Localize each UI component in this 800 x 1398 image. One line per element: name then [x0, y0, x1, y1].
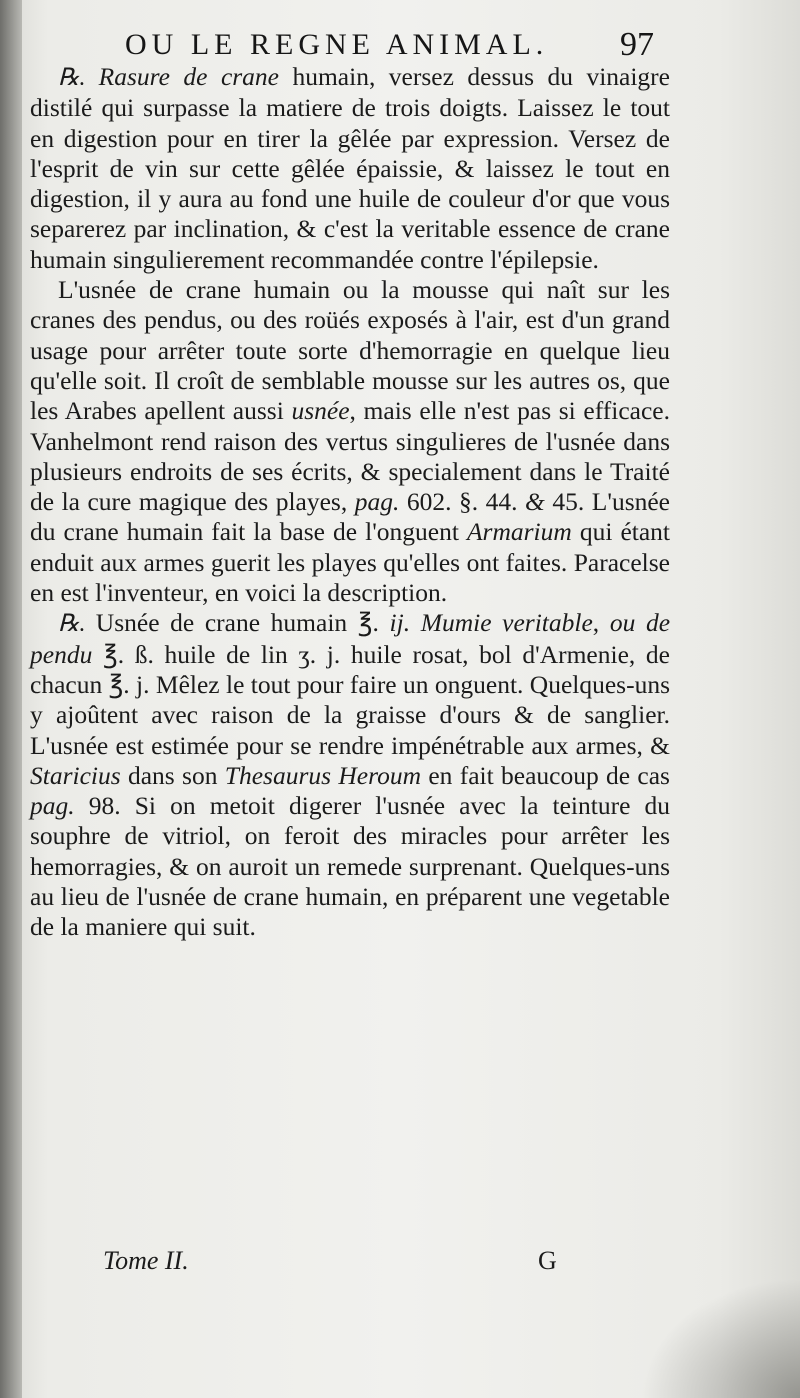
page-number: 97 — [620, 26, 654, 63]
italic-run: Rasure de crane — [98, 62, 279, 91]
page-footer — [0, 1246, 800, 1286]
italic-run: usnée — [291, 396, 350, 426]
page-corner-shadow — [640, 1278, 800, 1398]
paragraph-onguent-recipe — [30, 608, 670, 942]
text-run: 45. L'usnée du crane humain fait la base de l'onguent — [30, 487, 671, 547]
text-run: L'usnée de crane humain ou la mousse qui naît sur les cranes des pendus, ou des roüés exposés à l'air, est d'un grand usage pour arrêter toute sorte d'hemorragie en quelque lieu qu'elle soit. Il croît de semblable mousse sur les autres os, que les Arabes apellent aussi — [30, 275, 670, 426]
text-run: 98. Si on metoit digerer l'usnée avec la teinture du souphre de vitriol, on feroit des miracles pour arrêter les hemorragies, & on auroit un remede surprenant. Quelques-uns au lieu de l'usnée de crane humain, en préparent une vegetable de la maniere qui suit. — [30, 791, 670, 942]
text-run: ℥. ß. huile de lin ʒ. j. huile rosat, bol d'Armenie, de chacun ℥. j. Mêlez le tout pour faire un onguent. Quelques-uns y ajoûtent avec raison de la graisse d'ours & de sanglier. L'usnée est estimée pour se rendre impénétrable aux armes, & — [30, 639, 671, 760]
text-run: en fait beaucoup de cas — [421, 760, 670, 790]
italic-run: ij. — [389, 608, 411, 638]
paragraph-usnee-description — [30, 275, 670, 608]
italic-run: ou de pendu — [30, 608, 671, 669]
recipe-symbol: ℞. — [58, 611, 96, 638]
italic-run: Thesaurus Heroum — [224, 760, 422, 790]
body-text — [30, 62, 670, 943]
text-run: qui étant enduit aux armes guerit les playes qu'elles ont faites. Paracelse en est l'inventeur, en voici la description. — [30, 517, 670, 608]
text-run: , mais elle n'est pas si efficace. Vanhelmont rend raison des vertus singulieres de l'usnée dans plusieurs endroits de ses écrits, & specialement dans le Traité de la cure magique des playes, — [30, 396, 670, 517]
signature-mark: G — [538, 1246, 557, 1275]
paragraph-essence-recipe — [30, 62, 670, 275]
volume-label: Tome II. — [103, 1246, 189, 1275]
running-head-title: OU LE REGNE ANIMAL. — [125, 28, 549, 61]
text-run — [410, 608, 421, 637]
text-run: humain, versez dessus du vinaigre distilé qui surpasse la matiere de trois doigts. Laissez le tout en digestion pour en tirer la gêlée par expression. Versez de l'esprit de vin sur cette gêlée épaissie, & laissez le tout en digestion, il y aura au fond une huile de couleur d'or que vous separerez par inclination, & c'est la veritable essence de crane humain singulierement recommandée contre l'épilepsie. — [30, 62, 670, 274]
italic-run: Mumie veritable — [420, 608, 593, 638]
text-run: 602. §. 44. — [399, 487, 526, 517]
text-run: , — [592, 608, 610, 638]
italic-run: Armarium — [466, 517, 572, 547]
recipe-symbol: ℞. — [58, 65, 99, 91]
italic-run: pag. — [30, 791, 75, 821]
book-binding-shadow — [0, 0, 22, 1398]
italic-run: Staricius — [30, 760, 121, 790]
italic-run: & — [525, 487, 545, 517]
italic-run: pag. — [354, 487, 400, 517]
text-run: Usnée de crane humain ℥. — [95, 608, 390, 638]
text-run: dans son — [120, 760, 225, 790]
